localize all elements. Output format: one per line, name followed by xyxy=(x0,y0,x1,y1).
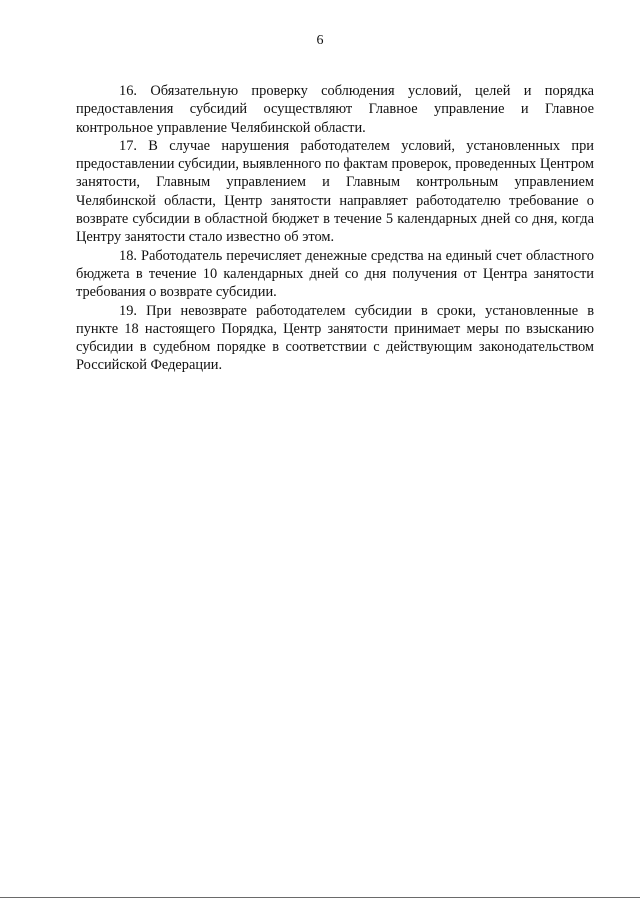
paragraph-18: 18. Работодатель перечисляет денежные средства на единый счет областного бюджета в течение 10 календарных дней со дня получения от Центра занятости требования о возврате субсидии. xyxy=(76,247,594,301)
paragraph-16: 16. Обязательную проверку соблюдения условий, целей и порядка предоставления субсидий осуществляют Главное управление и Главное контрольное управление Челябинской области. xyxy=(76,83,594,136)
document-body xyxy=(76,82,594,375)
page-bottom-edge xyxy=(0,897,640,898)
page-number: 6 xyxy=(316,33,324,48)
paragraph-17: 17. В случае нарушения работодателем условий, установленных при предоставлении субсидии, выявленного по фактам проверок, проведенных Центром занятости, Главным управлением и Главным контрольным управлением Челябинской области, Центр занятости направляет работодателю требование о возврате субсидии в областной бюджет в течение 5 календарных дней со дня, когда Центру занятости стало известно об этом. xyxy=(76,137,594,246)
paragraph-19: 19. При невозврате работодателем субсидии в сроки, установленные в пункте 18 настоящего Порядка, Центр занятости принимает меры по взысканию субсидии в судебном порядке в соответствии с действующим законодательством Российской Федерации. xyxy=(76,302,594,374)
